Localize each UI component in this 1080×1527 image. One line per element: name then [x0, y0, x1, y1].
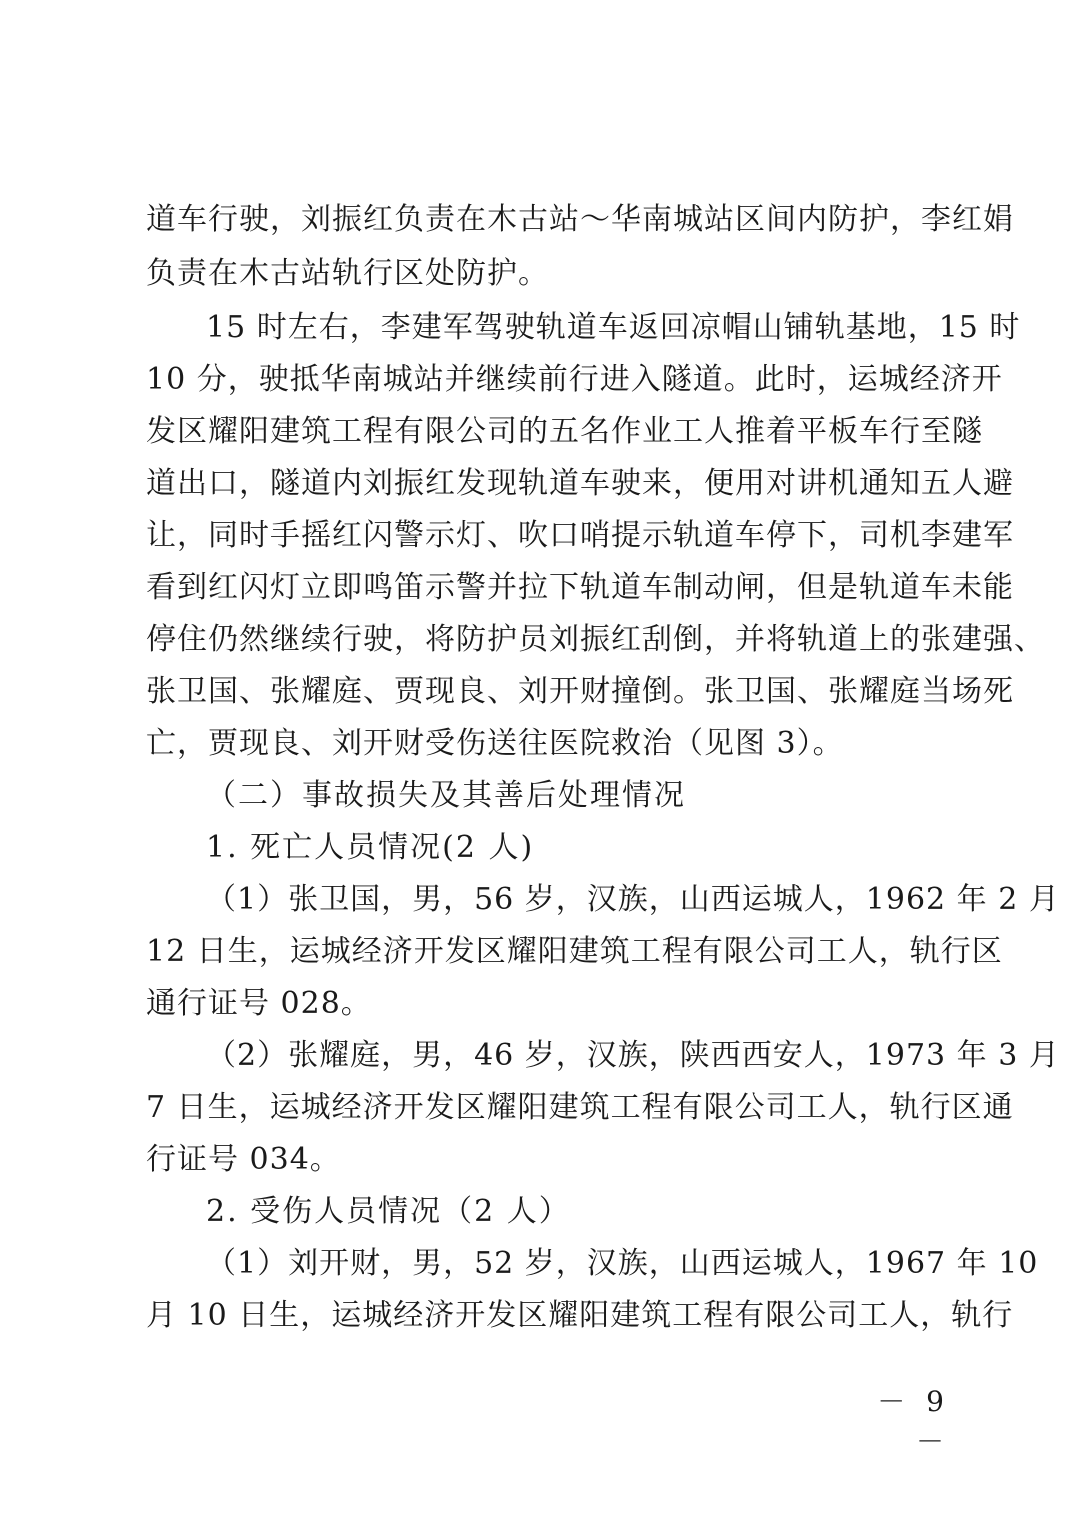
paragraph-first-line: （1）刘开财，男，52 岁，汉族，山西运城人，1967 年 10 [206, 1246, 1039, 1281]
body-text-line: 发区耀阳建筑工程有限公司的五名作业工人推着平板车行至隧 [146, 414, 983, 449]
section-heading: （二）事故损失及其善后处理情况 [206, 778, 686, 813]
body-text-line: 10 分，驶抵华南城站并继续前行进入隧道。此时，运城经济开 [146, 362, 1003, 397]
body-text-line: 7 日生，运城经济开发区耀阳建筑工程有限公司工人，轨行区通 [146, 1090, 1014, 1125]
paragraph-first-line: （2）张耀庭，男，46 岁，汉族，陕西西安人，1973 年 3 月 [206, 1038, 1060, 1073]
body-text-line: 停住仍然继续行驶，将防护员刘振红刮倒，并将轨道上的张建强、 [146, 622, 1045, 657]
page-number: － 9 － [877, 1385, 950, 1458]
body-text-line: 负责在木古站轨行区处防护。 [146, 256, 549, 291]
subsection-heading: 2. 受伤人员情况（2 人） [206, 1194, 571, 1229]
body-text-line: 通行证号 028。 [146, 986, 372, 1021]
body-text-line: 张卫国、张耀庭、贾现良、刘开财撞倒。张卫国、张耀庭当场死 [146, 674, 1014, 709]
body-text-line: 12 日生，运城经济开发区耀阳建筑工程有限公司工人，轨行区 [146, 934, 1003, 969]
body-text-line: 让，同时手摇红闪警示灯、吹口哨提示轨道车停下，司机李建军 [146, 518, 1014, 553]
body-text-line: 亡，贾现良、刘开财受伤送往医院救治（见图 3）。 [146, 726, 844, 761]
body-text-line: 道车行驶，刘振红负责在木古站～华南城站区间内防护，李红娟 [146, 202, 1014, 237]
paragraph-first-line: 15 时左右，李建军驾驶轨道车返回凉帽山铺轨基地，15 时 [206, 310, 1021, 345]
paragraph-first-line: （1）张卫国，男，56 岁，汉族，山西运城人，1962 年 2 月 [206, 882, 1060, 917]
body-text-line: 月 10 日生，运城经济开发区耀阳建筑工程有限公司工人，轨行 [146, 1298, 1014, 1333]
body-text-line: 行证号 034。 [146, 1142, 341, 1177]
body-text-line: 道出口，隧道内刘振红发现轨道车驶来，便用对讲机通知五人避 [146, 466, 1014, 501]
subsection-heading: 1. 死亡人员情况(2 人) [206, 830, 535, 865]
body-text-line: 看到红闪灯立即鸣笛示警并拉下轨道车制动闸，但是轨道车未能 [146, 570, 1014, 605]
